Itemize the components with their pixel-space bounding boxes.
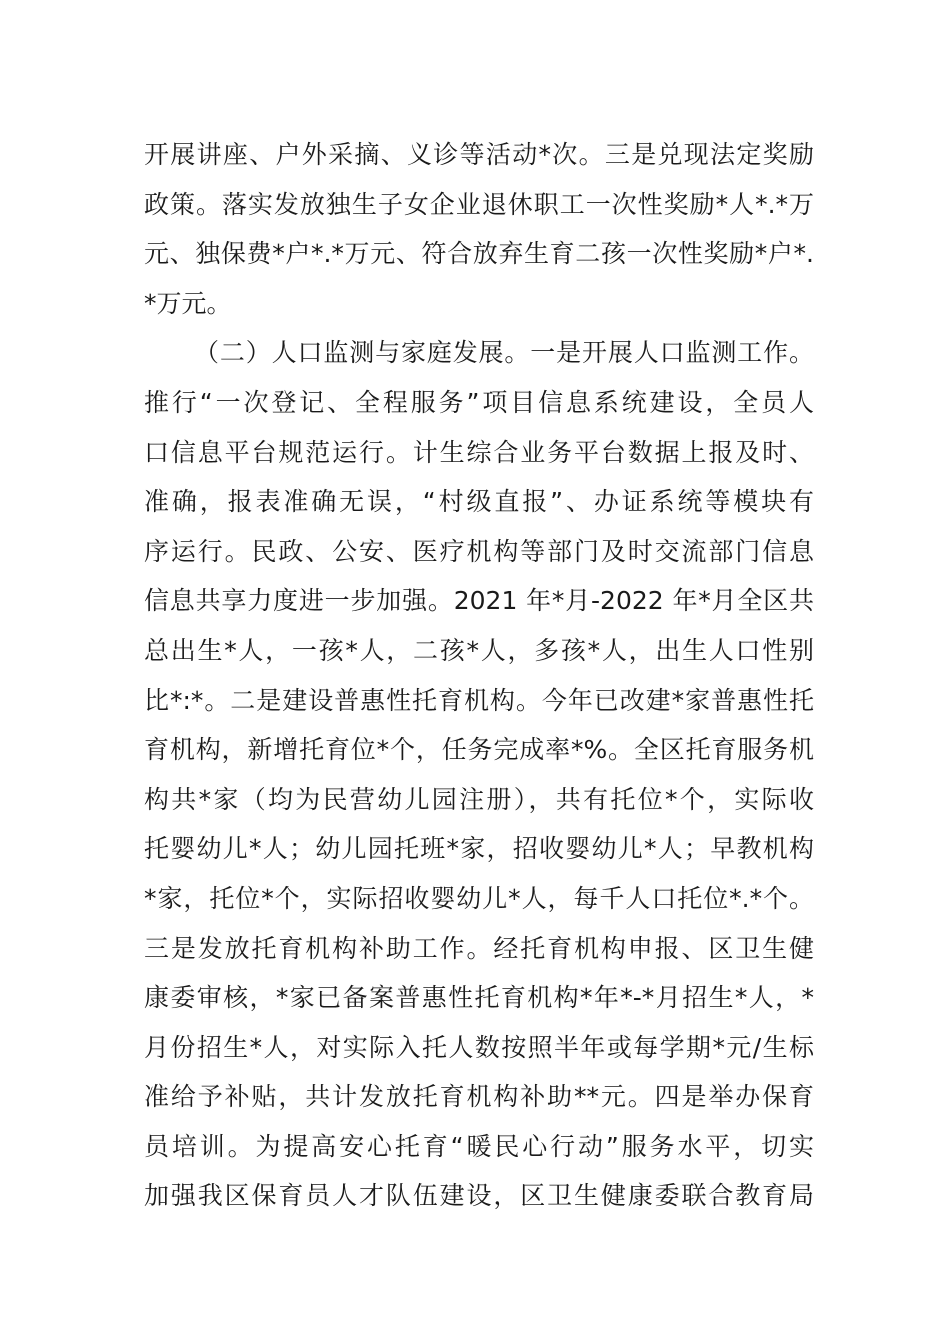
- text-line: 比*:*。二是建设普惠性托育机构。今年已改建*家普惠性托: [144, 685, 814, 715]
- text-line: *万元。: [144, 288, 232, 318]
- text-line: 月份招生*人，对实际入托人数按照半年或每学期*元/生标: [144, 1032, 814, 1062]
- text-line: 员培训。为提高安心托育“暖民心行动”服务水平，切实: [144, 1131, 814, 1161]
- text-line: 加强我区保育员人才队伍建设，区卫生健康委联合教育局: [144, 1181, 814, 1211]
- text-line: （二）人口监测与家庭发展。一是开展人口监测工作。: [194, 338, 814, 368]
- text-line: 托婴幼儿*人；幼儿园托班*家，招收婴幼儿*人；早教机构: [144, 834, 814, 864]
- text-line: 准确，报表准确无误，“村级直报”、办证系统等模块有: [144, 487, 814, 517]
- body-text: [144, 130, 814, 1221]
- text-line: 准给予补贴，共计发放托育机构补助**元。四是举办保育: [144, 1082, 814, 1112]
- text-line: 政策。落实发放独生子女企业退休职工一次性奖励*人*.*万: [144, 189, 814, 219]
- text-line: 育机构，新增托育位*个，任务完成率*%。全区托育服务机: [144, 735, 814, 765]
- text-line: 元、独保费*户*.*万元、符合放弃生育二孩一次性奖励*户*.: [144, 239, 814, 269]
- text-line: 总出生*人，一孩*人，二孩*人，多孩*人，出生人口性别: [144, 635, 814, 665]
- text-line: 信息共享力度进一步加强。2021 年*月-2022 年*月全区共: [144, 586, 814, 616]
- text-line: *家，托位*个，实际招收婴幼儿*人，每千人口托位*.*个。: [144, 883, 814, 913]
- text-line: 口信息平台规范运行。计生综合业务平台数据上报及时、: [144, 437, 814, 467]
- text-line: 康委审核，*家已备案普惠性托育机构*年*-*月招生*人，*: [144, 983, 814, 1013]
- text-line: 三是发放托育机构补助工作。经托育机构申报、区卫生健: [144, 933, 814, 963]
- text-line: 开展讲座、户外采摘、义诊等活动*次。三是兑现法定奖励: [144, 140, 814, 169]
- text-line: 构共*家（均为民营幼儿园注册），共有托位*个，实际收: [144, 784, 814, 814]
- text-line: 推行“一次登记、全程服务”项目信息系统建设，全员人: [144, 387, 814, 417]
- text-line: 序运行。民政、公安、医疗机构等部门及时交流部门信息: [144, 536, 814, 566]
